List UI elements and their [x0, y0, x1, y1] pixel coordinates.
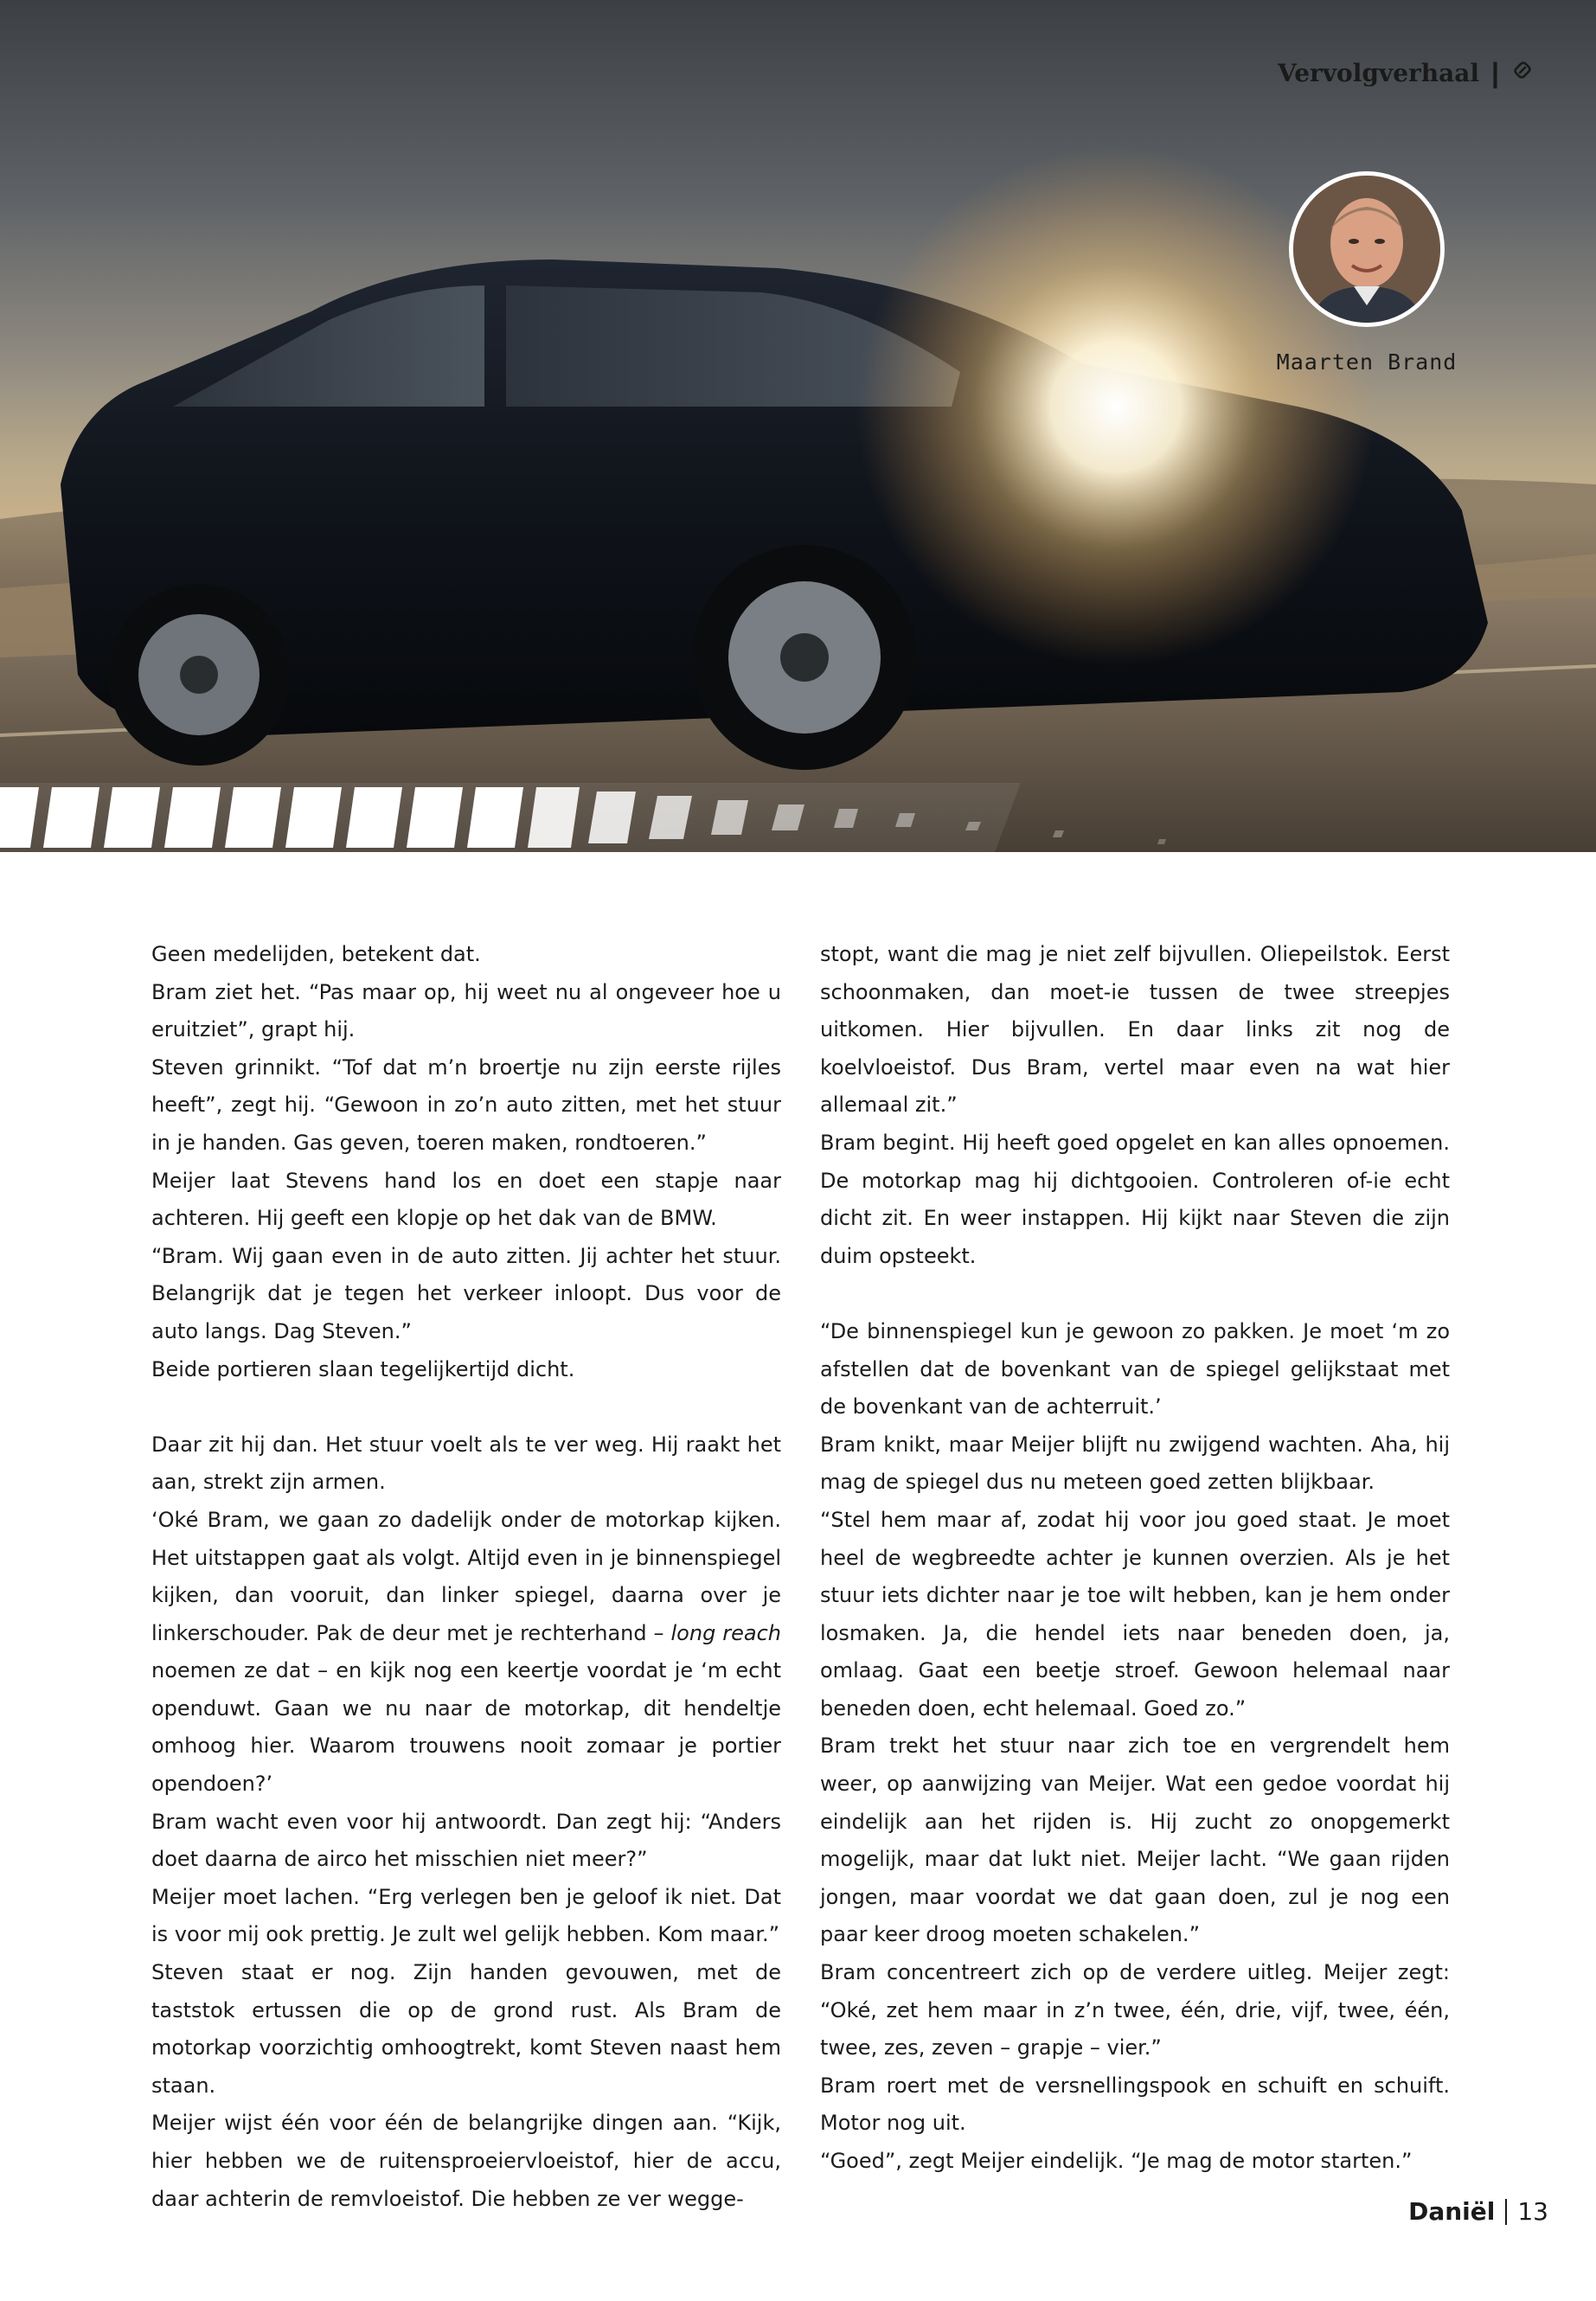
link-icon [1511, 59, 1534, 87]
paragraph: Bram roert met de versnellingspook en schuift en schuift. Motor nog uit. [820, 2073, 1450, 2136]
paragraph: “Bram. Wij gaan even in de auto zitten. Jij achter het stuur. Belangrijk dat je tegen het verkeer inloopt. Dus voor de auto langs. Dag Steven.” [151, 1243, 781, 1343]
car-illustration [0, 0, 1596, 891]
paragraph: Meijer wijst één voor één de belangrijke dingen aan. “Kijk, hier hebben we de ruitensproeiervloeistof, hier de accu, daar achterin de remvloeistof. Die hebben ze ver wegge- [151, 2111, 781, 2211]
paragraph: Steven grinnikt. “Tof dat m’n broertje nu zijn eerste rijles heeft”, zegt hij. “Gewoon in zo’n auto zitten, met het stuur in je handen. Gas geven, toeren maken, rondtoeren.” [151, 1054, 781, 1155]
paragraph [151, 1502, 781, 1804]
author-avatar [1289, 171, 1445, 327]
page-number: 13 [1517, 2197, 1548, 2226]
paragraph: “Goed”, zegt Meijer eindelijk. “Je mag de motor starten.” [820, 2149, 1413, 2173]
paragraph: Steven staat er nog. Zijn handen gevouwen, met de taststok ertussen die op de grond rust. Als Bram de motorkap voorzichtig omhoogtrekt, komt Steven naast hem staan. [151, 1960, 781, 2098]
hero-image [0, 0, 1596, 891]
header-separator: | [1491, 57, 1499, 88]
paragraph: Bram ziet het. “Pas maar op, hij weet nu al ongeveer hoe u eruitziet”, grapt hij. [151, 979, 781, 1042]
paragraph: Bram trekt het stuur naar zich toe en vergrendelt hem weer, op aanwijzing van Meijer. Wat een gedoe voordat hij eindelijk aan het rijden is. Hij zucht zo onopgemerkt mogelijk, maar dat lukt niet. Meijer lacht. “We gaan rijden jongen, maar voordat we dat gaan doen, zul je nog een paar keer droog moeten schakelen.” [820, 1734, 1450, 1947]
author-name: Maarten Brand [1276, 349, 1458, 375]
page-footer [1408, 2197, 1548, 2226]
author-block [1272, 171, 1462, 375]
article-column-left [151, 936, 781, 2218]
paragraph-text: ‘Oké Bram, we gaan zo dadelijk onder de motorkap kijken. Het uitstappen gaat als volgt. Altijd even in je binnenspiegel kijken, dan vooruit, dan linker spiegel, daarna over je linkerschouder. Pak de deur met je rechterhand – [151, 1507, 781, 1645]
paragraph: Beide portieren slaan tegelijkertijd dicht. [151, 1356, 575, 1381]
section-label: Vervolgverhaal [1278, 59, 1480, 87]
emphasis-text: long reach [670, 1620, 781, 1645]
article-column-right [820, 936, 1450, 2181]
paragraph: stopt, want die mag je niet zelf bijvullen. Oliepeilstok. Eerst schoonmaken, dan moet-ie tussen de twee streepjes uitkomen. Hier bijvullen. En daar links zit nog de koelvloeistof. Dus Bram, vertel maar even na wat hier allemaal zit.” [820, 942, 1450, 1118]
footer-separator [1505, 2199, 1507, 2225]
paragraph: “Stel hem maar af, zodat hij voor jou goed staat. Je moet heel de wegbreedte achter je kunnen overzien. Als je het stuur iets dichter naar je toe wilt hebben, kan je hem onder losmaken. Ja, die hendel iets naar beneden doen, ja, omlaag. Gaat een beetje stroef. Gewoon helemaal naar beneden doen, echt helemaal. Goed zo.” [820, 1507, 1450, 1721]
paragraph: Meijer laat Stevens hand los en doet een stapje naar achteren. Hij geeft een klopje op het dak van de BMW. [151, 1168, 781, 1231]
paragraph: Meijer moet lachen. “Erg verlegen ben je geloof ik niet. Dat is voor mij ook prettig. Je zult wel gelijk hebben. Kom maar.” [151, 1884, 781, 1947]
paragraph: Daar zit hij dan. Het stuur voelt als te ver weg. Hij raakt het aan, strekt zijn armen. [151, 1432, 781, 1495]
paragraph-text: noemen ze dat – en kijk nog een keertje voordat je ‘m echt openduwt. Gaan we nu naar de motorkap, dit hendeltje omhoog hier. Waarom trouwens nooit zomaar je portier opendoen?’ [151, 1658, 781, 1797]
paragraph: Bram concentreert zich op de verdere uitleg. Meijer zegt: “Oké, zet hem maar in z’n twee, één, drie, vijf, twee, één, twee, zes, zeven – grapje – vier.” [820, 1960, 1450, 2061]
magazine-name: Daniël [1408, 2197, 1496, 2226]
paragraph: Bram wacht even voor hij antwoordt. Dan zegt hij: “Anders doet daarna de airco het misschien niet meer?” [151, 1809, 781, 1872]
paragraph: “De binnenspiegel kun je gewoon zo pakken. Je moet ‘m zo afstellen dat de bovenkant van de spiegel gelijkstaat met de bovenkant van de achterruit.’ [820, 1318, 1450, 1420]
paragraph: Bram begint. Hij heeft goed opgelet en kan alles opnoemen. De motorkap mag hij dichtgooien. Controleren of-ie echt dicht zit. En weer instappen. Hij kijkt naar Steven die zijn duim opsteekt. [820, 1130, 1450, 1268]
section-header [1278, 57, 1534, 89]
paragraph: Bram knikt, maar Meijer blijft nu zwijgend wachten. Aha, hij mag de spiegel dus nu meteen goed zetten blijkbaar. [820, 1432, 1450, 1495]
paragraph: Geen medelijden, betekent dat. [151, 942, 481, 966]
